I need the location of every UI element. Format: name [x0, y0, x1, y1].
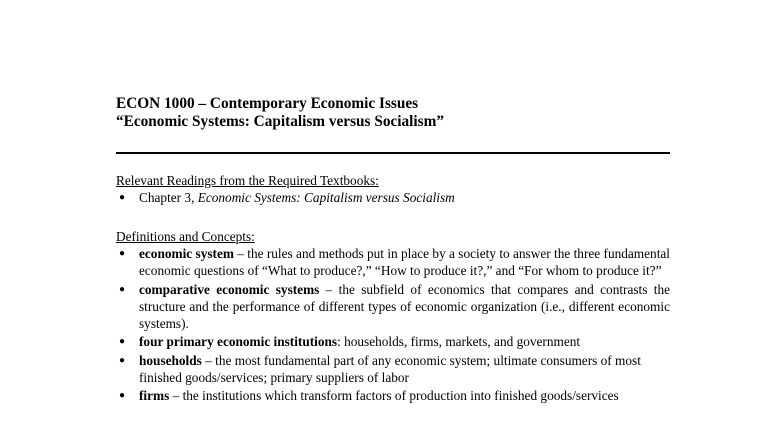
definition-text: – the subfield of economics that compares and contrasts the structure and the performance of different types of economic organization (i.e., different economic systems).: [139, 281, 670, 331]
definition-term: economic system: [139, 246, 234, 261]
definition-term: comparative economic systems: [139, 281, 320, 297]
readings-list: [116, 189, 670, 206]
list-item: [116, 281, 670, 332]
list-item: [116, 352, 670, 386]
definition-term: households: [139, 352, 202, 368]
topic-title: “Economic Systems: Capitalism versus Socialism”: [116, 113, 445, 130]
definitions-list: [116, 245, 670, 404]
definitions-heading-colon: :: [251, 229, 255, 244]
readings-heading: [116, 172, 670, 189]
definition-term: firms: [139, 388, 170, 403]
bullet-icon: ●: [119, 390, 126, 401]
list-item: [116, 333, 670, 350]
list-item: [116, 245, 670, 279]
definition-text: – the rules and methods put in place by a society to answer the three fundamental economic questions of “What to produce?,” “How to produce it?,” and “For whom to produce it?”: [139, 246, 670, 278]
bullet-icon: ●: [119, 248, 126, 259]
reading-prefix: Chapter 3,: [139, 190, 198, 205]
reading-chapter-title: Economic Systems: Capitalism versus Socialism: [197, 190, 455, 205]
list-item: [116, 387, 670, 404]
readings-section: [116, 172, 670, 208]
bullet-icon: ●: [119, 192, 126, 203]
horizontal-rule: [116, 152, 670, 154]
document-heading: [116, 95, 444, 131]
bullet-icon: ●: [119, 283, 126, 295]
list-item: [116, 189, 670, 206]
readings-heading-text: Relevant Readings from the Required Textbooks: [116, 173, 376, 188]
definition-text: – the institutions which transform factors of production into finished goods/services: [169, 388, 619, 403]
course-title: ECON 1000 – Contemporary Economic Issues: [116, 95, 419, 112]
definitions-heading-text: Definitions and Concepts: [116, 229, 252, 244]
definition-text: : households, firms, markets, and government: [337, 334, 581, 349]
readings-heading-colon: :: [375, 173, 379, 188]
definitions-section: [116, 228, 670, 406]
bullet-icon: ●: [119, 336, 126, 347]
definition-term: four primary economic institutions: [139, 334, 338, 349]
definitions-heading: [116, 228, 670, 245]
definition-text: – the most fundamental part of any economic system; ultimate consumers of most finished goods/services; primary suppliers of labor: [139, 352, 641, 385]
bullet-icon: ●: [119, 354, 126, 366]
